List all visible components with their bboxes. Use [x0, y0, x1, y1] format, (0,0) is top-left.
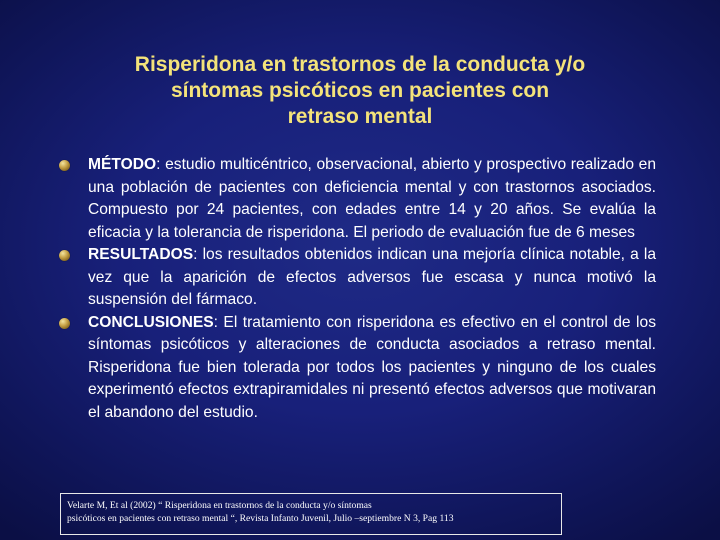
bullet-conclusiones [58, 312, 656, 425]
gold-sphere-bullet-icon [59, 250, 70, 261]
bullet-text: : los resultados obtenidos indican una mejoría clínica notable, a la vez que la aparición de efectos adversos fue escasa y nunca motivó la suspensión del fármaco. [88, 246, 656, 308]
title-line-2: síntomas psicóticos en pacientes con [170, 79, 550, 102]
bullet-metodo [58, 154, 656, 244]
citation-line-2: psicóticos en pacientes con retraso mental “, Revista Infanto Juvenil, Julio –septiembre N 3, Pag 113 [67, 513, 454, 524]
bullet-heading: MÉTODO [88, 156, 157, 173]
bullet-resultados [58, 244, 656, 312]
title-line-3: retraso mental [287, 105, 433, 128]
bullet-heading: RESULTADOS [88, 246, 194, 263]
citation-box [60, 493, 562, 535]
slide-title [40, 52, 680, 130]
title-line-1: Risperidona en trastornos de la conducta y/o [134, 53, 586, 76]
bullet-text: : estudio multicéntrico, observacional, abierto y prospectivo realizado en una población de pacientes con deficiencia mental y con trastornos asociados. Compuesto por 24 pacientes, con edades entre 14 y 20 años. Se evalúa la eficacia y la tolerancia de risperidona. El periodo de evaluación fue de 6 meses [88, 156, 656, 241]
gold-sphere-bullet-icon [59, 318, 70, 329]
citation-line-1: Velarte M, Et al (2002) “ Risperidona en trastornos de la conducta y/o síntomas [67, 500, 372, 511]
bullet-list [58, 154, 656, 424]
bullet-text: : El tratamiento con risperidona es efectivo en el control de los síntomas psicóticos y alteraciones de conducta asociados a retraso mental. Risperidona fue bien tolerada por todos los pacientes y ninguno de los cuales experimentó efectos extrapiramidales ni presentó efectos adversos que motivaran el abandono del estudio. [88, 313, 656, 421]
gold-sphere-bullet-icon [59, 160, 70, 171]
bullet-heading: CONCLUSIONES [88, 313, 214, 331]
